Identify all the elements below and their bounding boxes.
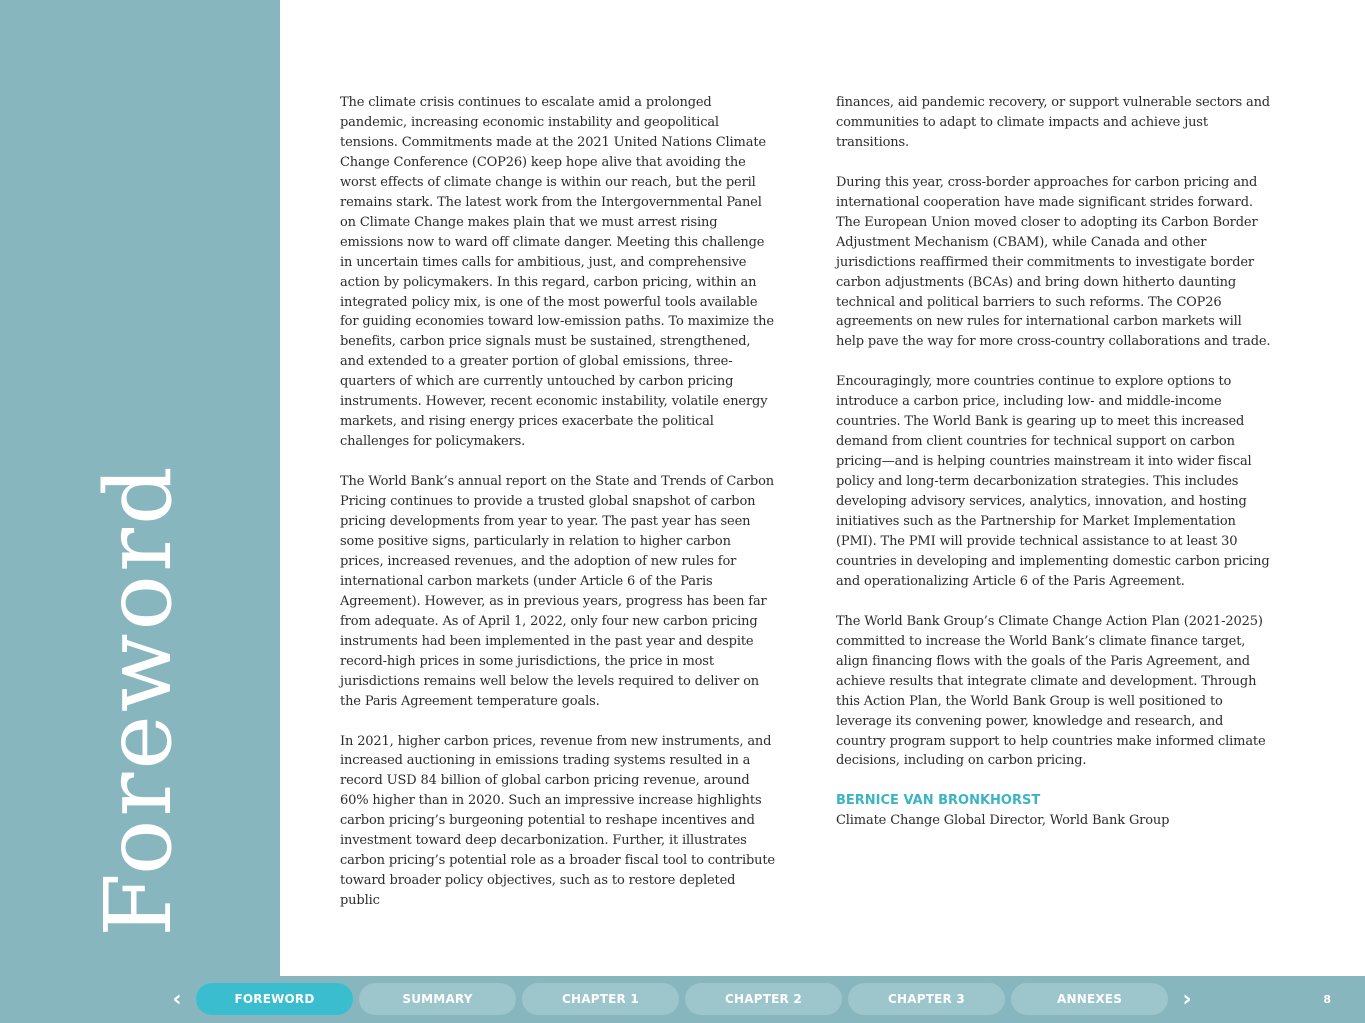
- signature-title: Climate Change Global Director, World Bank Group: [836, 813, 1170, 829]
- signature-block: [836, 791, 1272, 831]
- chevron-left-icon[interactable]: ‹: [172, 987, 182, 1012]
- tab-chapter-1[interactable]: CHAPTER 1: [522, 983, 679, 1015]
- signature-name: BERNICE VAN BRONKHORST: [836, 793, 1041, 809]
- paragraph: finances, aid pandemic recovery, or support vulnerable sectors and communities to adapt to climate impacts and achieve just transitions.: [836, 95, 1270, 150]
- tab-chapter-2[interactable]: CHAPTER 2: [685, 983, 842, 1015]
- text-column-left: [340, 93, 776, 931]
- paragraph: The World Bank Group’s Climate Change Action Plan (2021-2025) committed to increase the World Bank’s climate finance target, align financing flows with the goals of the Paris Agreement, and achieve results that integrate climate and development. Through this Action Plan, the World Bank Group is well positioned to leverage its convening power, knowledge and research, and country program support to help countries make informed climate decisions, including on carbon pricing.: [836, 613, 1266, 769]
- text-column-right: [836, 93, 1272, 851]
- sidebar-panel: [0, 0, 280, 1023]
- tab-chapter-3[interactable]: CHAPTER 3: [848, 983, 1005, 1015]
- page-number: 8: [1323, 993, 1331, 1006]
- bottom-navigation-bar: [0, 976, 1365, 1023]
- tab-annexes[interactable]: ANNEXES: [1011, 983, 1168, 1015]
- section-title-container: [74, 463, 204, 937]
- paragraph: The World Bank’s annual report on the State and Trends of Carbon Pricing continues to provide a trusted global snapshot of carbon pricing developments from year to year. The past year has seen some positive signs, particularly in relation to higher carbon prices, increased revenues, and the adoption of new rules for international carbon markets (under Article 6 of the Paris Agreement). However, as in previous years, progress has been far from adequate. As of April 1, 2022, only four new carbon pricing instruments had been implemented in the past year and despite record-high prices in some jurisdictions, the price in most jurisdictions remains well below the levels required to deliver on the Paris Agreement temperature goals.: [340, 474, 774, 709]
- paragraph: The climate crisis continues to escalate amid a prolonged pandemic, increasing economic instability and geopolitical tensions. Commitments made at the 2021 United Nations Climate Change Conference (COP26) keep hope alive that avoiding the worst effects of climate change is within our reach, but the peril remains stark. The latest work from the Intergovernmental Panel on Climate Change makes plain that we must arrest rising emissions now to ward off climate danger. Meeting this challenge in uncertain times calls for ambitious, just, and comprehensive action by policymakers. In this regard, carbon pricing, within an integrated policy mix, is one of the most powerful tools available for guiding economies toward low-emission paths. To maximize the benefits, carbon price signals must be sustained, strengthened, and extended to a greater portion of global emissions, three-quarters of which are currently untouched by carbon pricing instruments. However, recent economic instability, volatile energy markets, and rising energy prices exacerbate the political challenges for policymakers.: [340, 95, 774, 450]
- paragraph: Encouragingly, more countries continue to explore options to introduce a carbon price, including low- and middle-income countries. The World Bank is gearing up to meet this increased demand from client countries for technical support on carbon pricing—and is helping countries mainstream it into wider fiscal policy and long-term decarbonization strategies. This includes developing advisory services, analytics, innovation, and hosting initiatives such as the Partnership for Market Implementation (PMI). The PMI will provide technical assistance to at least 30 countries in developing and implementing domestic carbon pricing and operationalizing Article 6 of the Paris Agreement.: [836, 374, 1270, 589]
- paragraph: In 2021, higher carbon prices, revenue from new instruments, and increased auctioning in emissions trading systems resulted in a record USD 84 billion of global carbon pricing revenue, around 60% higher than in 2020. Such an impressive increase highlights carbon pricing’s burgeoning potential to reshape incentives and investment toward deep decarbonization. Further, it illustrates carbon pricing’s potential role as a broader fiscal tool to contribute toward broader policy objectives, such as to restore depleted public: [340, 733, 775, 909]
- tab-summary[interactable]: SUMMARY: [359, 983, 516, 1015]
- paragraph: During this year, cross-border approaches for carbon pricing and international cooperation have made significant strides forward. The European Union moved closer to adopting its Carbon Border Adjustment Mechanism (CBAM), while Canada and other jurisdictions reaffirmed their commitments to investigate border carbon adjustments (BCAs) and bring down hitherto daunting technical and political barriers to such reforms. The COP26 agreements on new rules for international carbon markets will help pave the way for more cross-country collaborations and trade.: [836, 174, 1271, 350]
- chevron-right-icon[interactable]: ›: [1182, 987, 1192, 1012]
- section-title: Foreword: [85, 463, 192, 937]
- tab-foreword[interactable]: FOREWORD: [196, 983, 353, 1015]
